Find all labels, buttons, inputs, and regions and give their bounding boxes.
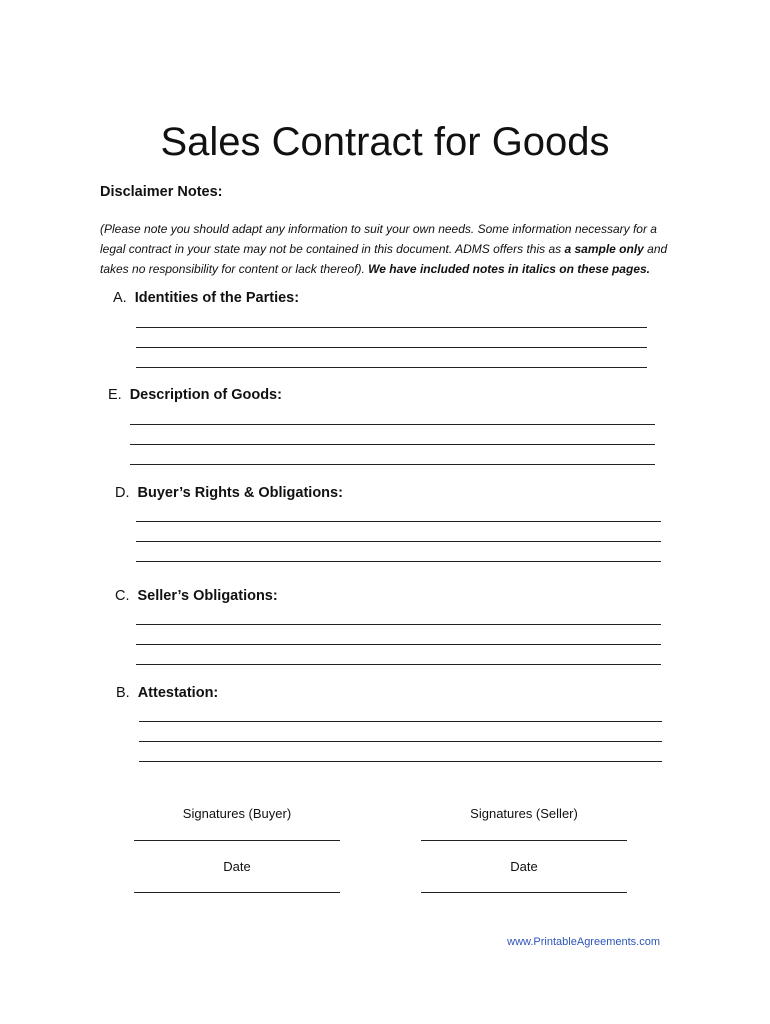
section-title: Attestation: bbox=[137, 685, 219, 701]
section-letter: C. bbox=[115, 588, 130, 604]
disclaimer-text-part-2: and takes no responsibility for content or lack thereof). bbox=[100, 242, 668, 276]
buyer-signature-label: Signatures (Buyer) bbox=[182, 806, 292, 821]
document-title: Sales Contract for Goods bbox=[160, 120, 610, 164]
section-description-heading bbox=[108, 387, 282, 403]
buyer-rights-line-2[interactable] bbox=[136, 541, 661, 542]
section-buyer-rights-heading bbox=[115, 485, 343, 501]
buyer-rights-line-1[interactable] bbox=[136, 521, 661, 522]
disclaimer-bold-notes: We have included notes in italics on these pages. bbox=[368, 262, 650, 276]
description-line-3[interactable] bbox=[130, 464, 655, 465]
section-letter: E. bbox=[108, 387, 122, 403]
section-letter: D. bbox=[115, 485, 130, 501]
buyer-signature-line[interactable] bbox=[134, 840, 340, 841]
identities-line-3[interactable] bbox=[136, 367, 647, 368]
disclaimer-heading: Disclaimer Notes: bbox=[100, 184, 223, 200]
section-title: Description of Goods: bbox=[129, 387, 282, 403]
seller-signature-line[interactable] bbox=[421, 840, 627, 841]
section-title: Seller’s Obligations: bbox=[137, 588, 278, 604]
section-title: Buyer’s Rights & Obligations: bbox=[137, 485, 343, 501]
buyer-date-label: Date bbox=[223, 859, 251, 874]
attestation-line-3[interactable] bbox=[139, 761, 662, 762]
disclaimer-bold-sample-only: a sample only bbox=[564, 242, 644, 256]
attestation-line-2[interactable] bbox=[139, 741, 662, 742]
footer-website-link[interactable]: www.PrintableAgreements.com bbox=[507, 936, 660, 948]
buyer-rights-line-3[interactable] bbox=[136, 561, 661, 562]
attestation-line-1[interactable] bbox=[139, 721, 662, 722]
section-identities-heading bbox=[113, 290, 299, 306]
seller-obligations-line-3[interactable] bbox=[136, 664, 661, 665]
seller-obligations-line-2[interactable] bbox=[136, 644, 661, 645]
identities-line-2[interactable] bbox=[136, 347, 647, 348]
seller-date-label: Date bbox=[510, 859, 538, 874]
section-letter: B. bbox=[116, 685, 130, 701]
section-letter: A. bbox=[113, 290, 127, 306]
seller-date-line[interactable] bbox=[421, 892, 627, 893]
identities-line-1[interactable] bbox=[136, 327, 647, 328]
section-seller-obligations-heading bbox=[115, 588, 278, 604]
disclaimer-text-part-1: (Please note you should adapt any information to suit your own needs. Some information necessary for a legal contract in your state may not be contained in this document. ADMS offers this as bbox=[100, 222, 657, 256]
disclaimer-text bbox=[100, 219, 680, 279]
seller-signature-label: Signatures (Seller) bbox=[470, 806, 578, 821]
section-title: Identities of the Parties: bbox=[134, 290, 300, 306]
description-line-1[interactable] bbox=[130, 424, 655, 425]
seller-obligations-line-1[interactable] bbox=[136, 624, 661, 625]
section-attestation-heading bbox=[116, 685, 218, 701]
description-line-2[interactable] bbox=[130, 444, 655, 445]
buyer-date-line[interactable] bbox=[134, 892, 340, 893]
